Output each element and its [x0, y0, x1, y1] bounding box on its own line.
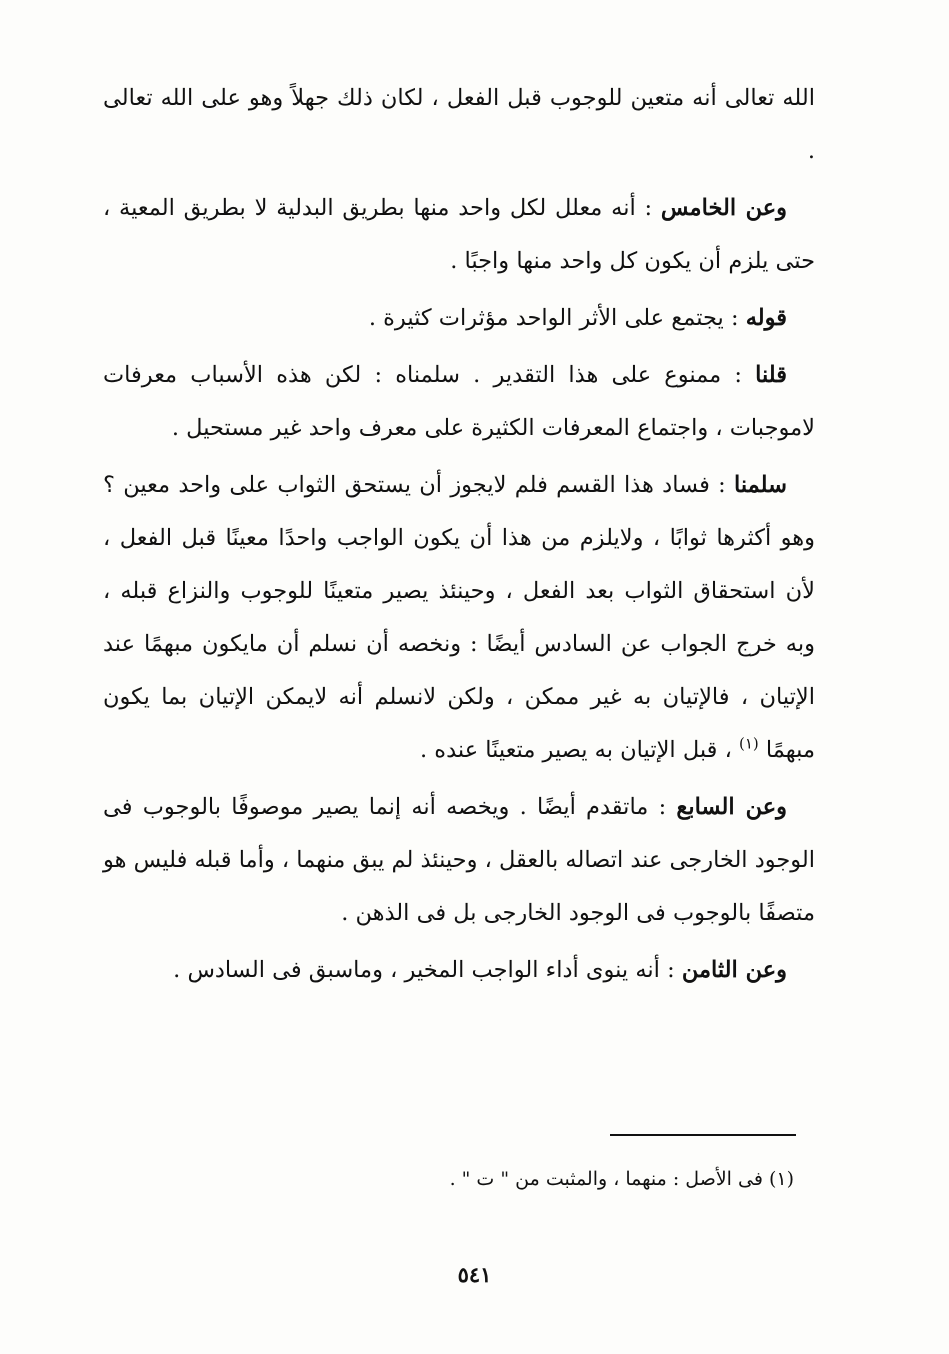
paragraph-lead: قوله	[745, 305, 787, 331]
paragraph-lead: وعن السابع	[676, 794, 787, 820]
paragraph-6	[103, 781, 815, 940]
paragraph-1	[103, 72, 815, 178]
paragraph-4	[103, 349, 815, 455]
paragraph-text: : فساد هذا القسم فلم لايجوز أن يستحق الثواب على واحد معين ؟ وهو أكثرها ثوابًا ، ولايلزم من هذا أن يكون الواجب واحدًا معينًا قبل الفعل ، لأن استحقاق الثواب بعد الفعل ، وحينئذ يصير متعينًا للوجوب والنزاع قبله ، وبه خرج الجواب عن السادس أيضًا : ونخصه أن نسلم أن مايكون مبهمًا عند الإتيان ، فالإتيان به غير ممكن ، ولكن لانسلم أنه لايمكن الإتيان بما يكون مبهمًا	[103, 472, 815, 763]
paragraph-lead: وعن الثامن	[681, 957, 787, 983]
footnote: (١) فى الأصل : منهما ، والمثبت من " ت " .	[449, 1168, 794, 1190]
paragraph-5	[103, 459, 815, 777]
paragraph-2	[103, 182, 815, 288]
paragraph-lead: قلنا	[755, 362, 787, 388]
footnote-divider	[610, 1134, 796, 1136]
paragraph-lead: سلمنا	[734, 472, 787, 498]
paragraph-text: : أنه ينوى أداء الواجب المخير ، وماسبق فى السادس .	[173, 957, 682, 983]
footnote-reference[interactable]: (١)	[738, 734, 759, 753]
paragraph-3	[103, 292, 815, 345]
paragraph-text: الله تعالى أنه متعين للوجوب قبل الفعل ، لكان ذلك جهلاً وهو على الله تعالى .	[103, 85, 815, 164]
paragraph-text: : أنه معلل لكل واحد منها بطريق البدلية لا بطريق المعية ، حتى يلزم أن يكون كل واحد منها واجبًا .	[103, 195, 815, 274]
paragraph-text-continued: ، قبل الإتيان به يصير متعينًا عنده .	[420, 737, 739, 763]
paragraph-text: : يجتمع على الأثر الواحد مؤثرات كثيرة .	[368, 305, 746, 331]
paragraph-text: : ماتقدم أيضًا . ويخصه أنه إنما يصير موصوفًا بالوجوب فى الوجود الخارجى عند اتصاله بالعقل ، وحينئذ لم يبق منهما ، وأما قبله فليس هو متصفًا بالوجوب فى الوجود الخارجى بل فى الذهن .	[103, 794, 815, 926]
paragraph-lead: وعن الخامس	[660, 195, 787, 221]
paragraph-7	[103, 944, 815, 997]
paragraph-text: : ممنوع على هذا التقدير . سلمناه : لكن هذه الأسباب معرفات لاموجبات ، واجتماع المعرفات الكثيرة على معرف واحد غير مستحيل .	[103, 362, 815, 441]
main-text	[103, 72, 815, 1001]
page-number: ٥٤١	[457, 1262, 492, 1287]
